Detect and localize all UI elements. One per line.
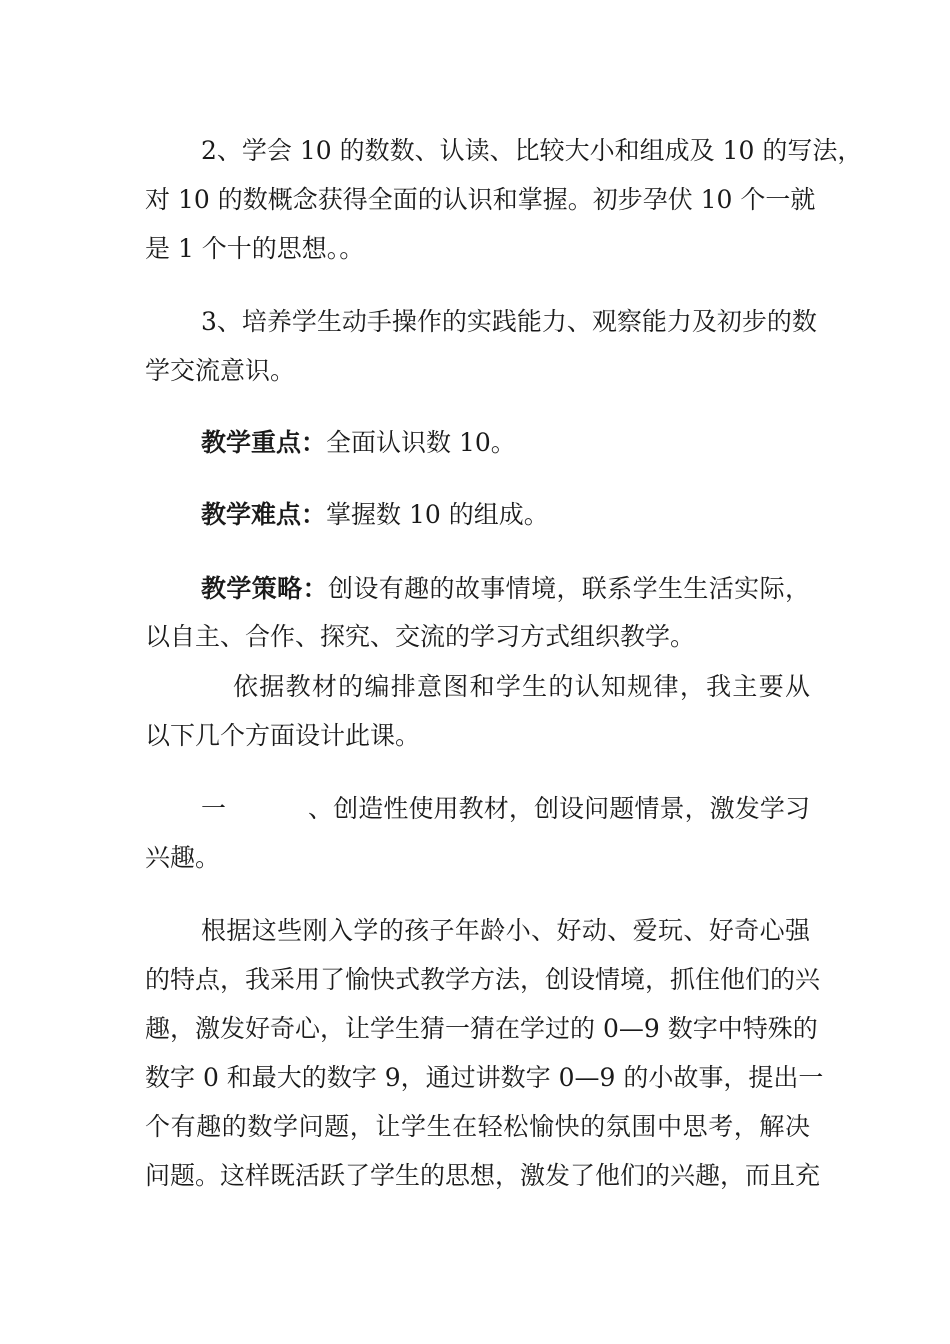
paragraph-2-line-2: 对 10 的数概念获得全面的认识和掌握。初步孕伏 10 个一就 xyxy=(145,185,816,214)
strategy-text: 创设有趣的故事情境，联系学生生活实际， xyxy=(327,574,810,603)
body-line-3: 趣，激发好奇心，让学生猜一猜在学过的 0—9 数字中特殊的 xyxy=(145,1014,818,1043)
key-point xyxy=(201,425,810,461)
section-1-line-1 xyxy=(201,791,810,827)
paragraph-3-line-1: 3、培养学生动手操作的实践能力、观察能力及初步的数 xyxy=(201,307,817,336)
paragraph-2-line-3: 是 1 个十的思想。。 xyxy=(145,234,365,263)
body-line-4: 数字 0 和最大的数字 9，通过讲数字 0—9 的小故事，提出一 xyxy=(145,1063,824,1092)
key-point-text: 全面认识数 10。 xyxy=(326,428,516,457)
design-line-1: 依据教材的编排意图和学生的认知规律，我主要从 xyxy=(233,672,810,701)
body-line-1: 根据这些刚入学的孩子年龄小、好动、爱玩、好奇心强 xyxy=(201,916,810,945)
strategy-line-2: 以自主、合作、探究、交流的学习方式组织教学。 xyxy=(145,622,696,651)
body-line-6: 问题。这样既活跃了学生的思想，激发了他们的兴趣，而且充 xyxy=(145,1161,821,1190)
strategy-line-1 xyxy=(201,571,810,607)
paragraph-3-line-2: 学交流意识。 xyxy=(145,356,296,385)
strategy-label: 教学策略 xyxy=(201,574,303,603)
difficult-point-text: 掌握数 10 的组成。 xyxy=(326,500,549,529)
body-line-5: 个有趣的数学问题，让学生在轻松愉快的氛围中思考，解决 xyxy=(145,1112,810,1141)
design-line-2: 以下几个方面设计此课。 xyxy=(145,721,421,750)
key-point-colon: ： xyxy=(301,428,327,457)
section-1-line-2: 兴趣。 xyxy=(145,843,221,872)
section-1-number: 一、 xyxy=(201,794,333,823)
paragraph-2-line-1: 2、学会 10 的数数、认读、比较大小和组成及 10 的写法， xyxy=(201,136,863,165)
section-1-title: 创造性使用教材，创设问题情景，激发学习 xyxy=(333,794,810,823)
key-point-label: 教学重点 xyxy=(201,428,302,457)
strategy-colon: ： xyxy=(302,574,328,603)
difficult-point-colon: ： xyxy=(301,500,327,529)
difficult-point xyxy=(201,497,810,533)
body-line-2: 的特点，我采用了愉快式教学方法，创设情境，抓住他们的兴 xyxy=(145,965,821,994)
difficult-point-label: 教学难点 xyxy=(201,500,302,529)
